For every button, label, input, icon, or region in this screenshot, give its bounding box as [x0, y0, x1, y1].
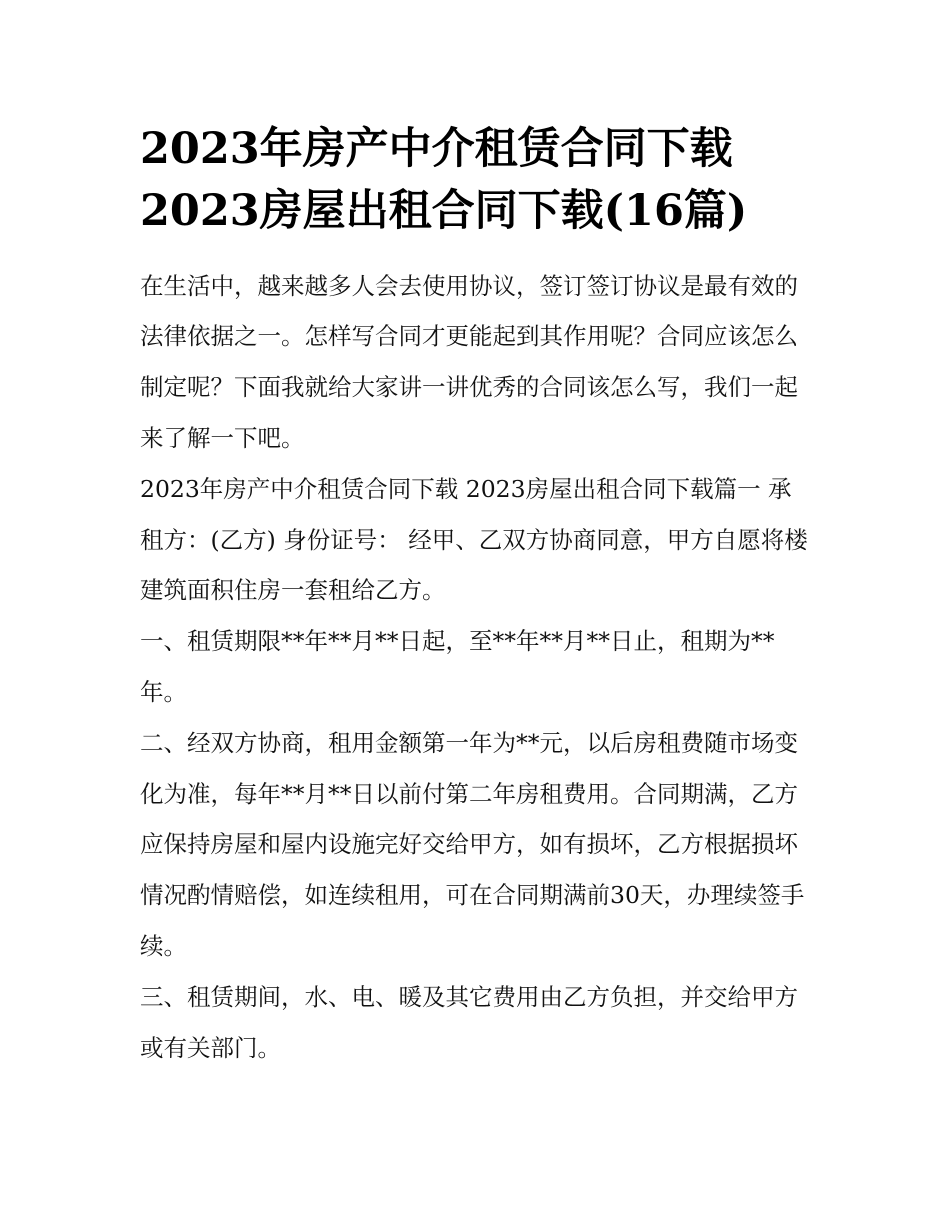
clause-3-paragraph: 三、租赁期间，水、电、暖及其它费用由乙方负担，并交给甲方或有关部门。	[140, 982, 798, 1062]
document-title	[140, 118, 812, 243]
intro-paragraph: 在生活中，越来越多人会去使用协议，签订签订协议是最有效的法律依据之一。怎样写合同才更能起到其作用呢？合同应该怎么制定呢？下面我就给大家讲一讲优秀的合同该怎么写，我们一起来了解一下吧。	[140, 271, 798, 453]
contract-parties-paragraph: 2023年房产中介租赁合同下载 2023房屋出租合同下载篇一 承租方：(乙方) 身份证号： 经甲、乙双方协商同意，甲方自愿将楼建筑面积住房一套租给乙方。	[140, 474, 808, 605]
clause-2-paragraph: 二、经双方协商，租用金额第一年为**元，以后房租费随市场变化为准，每年**月**日以前付第二年房租费用。合同期满，乙方应保持房屋和屋内设施完好交给甲方，如有损坏，乙方根据损坏情况酌情赔偿，如连续租用，可在合同期满前30天，办理续签手续。	[140, 728, 805, 961]
clause-1-paragraph: 一、租赁期限**年**月**日起，至**年**月**日止，租期为**年。	[140, 627, 775, 707]
title-line-1: 2023年房产中介租赁合同下载	[140, 124, 733, 174]
document-page	[140, 118, 812, 1073]
title-line-2: 2023房屋出租合同下载(16篇)	[140, 186, 748, 237]
